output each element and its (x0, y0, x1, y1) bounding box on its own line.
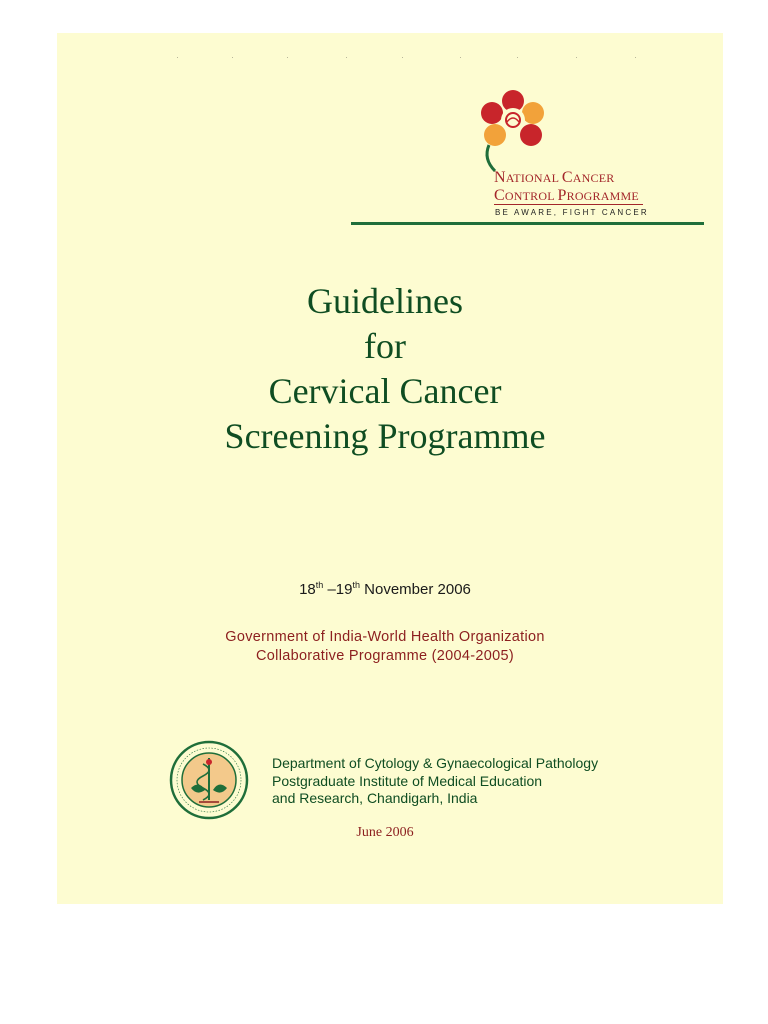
ncp-flower-logo-icon (467, 81, 559, 173)
department-line-2: Postgraduate Institute of Medical Education (272, 772, 543, 789)
publication-date: June 2006 (356, 825, 414, 840)
top-dot-row (57, 57, 723, 61)
ncp-underline (494, 204, 643, 205)
department-block (272, 755, 598, 808)
event-dates: 18th –19th November 2006 (299, 580, 471, 598)
ncp-tagline: BE AWARE, FIGHT CANCER (495, 208, 649, 217)
collaboration-line-2: Collaborative Programme (2004-2005) (256, 648, 514, 664)
ncp-wordmark-line2: CONTROL PROGRAMME (494, 187, 639, 204)
collaboration-line-1: Government of India-World Health Organization (225, 629, 545, 645)
collaboration-statement (57, 628, 713, 666)
document-cover-page (57, 33, 723, 904)
title-line-2: for (364, 326, 406, 366)
header-divider (351, 222, 704, 225)
title-line-3: Cervical Cancer (268, 371, 502, 411)
document-title (57, 279, 713, 459)
institute-seal-icon (169, 740, 249, 820)
ncp-wordmark (494, 169, 674, 205)
title-line-1: Guidelines (307, 281, 463, 321)
title-line-4: Screening Programme (224, 416, 546, 456)
ncp-wordmark-line1: NATIONAL CANCER (494, 169, 615, 186)
department-line-3: and Research, Chandigarh, India (272, 790, 478, 806)
department-line-1: Department of Cytology & Gynaecological Pathology (272, 755, 599, 771)
